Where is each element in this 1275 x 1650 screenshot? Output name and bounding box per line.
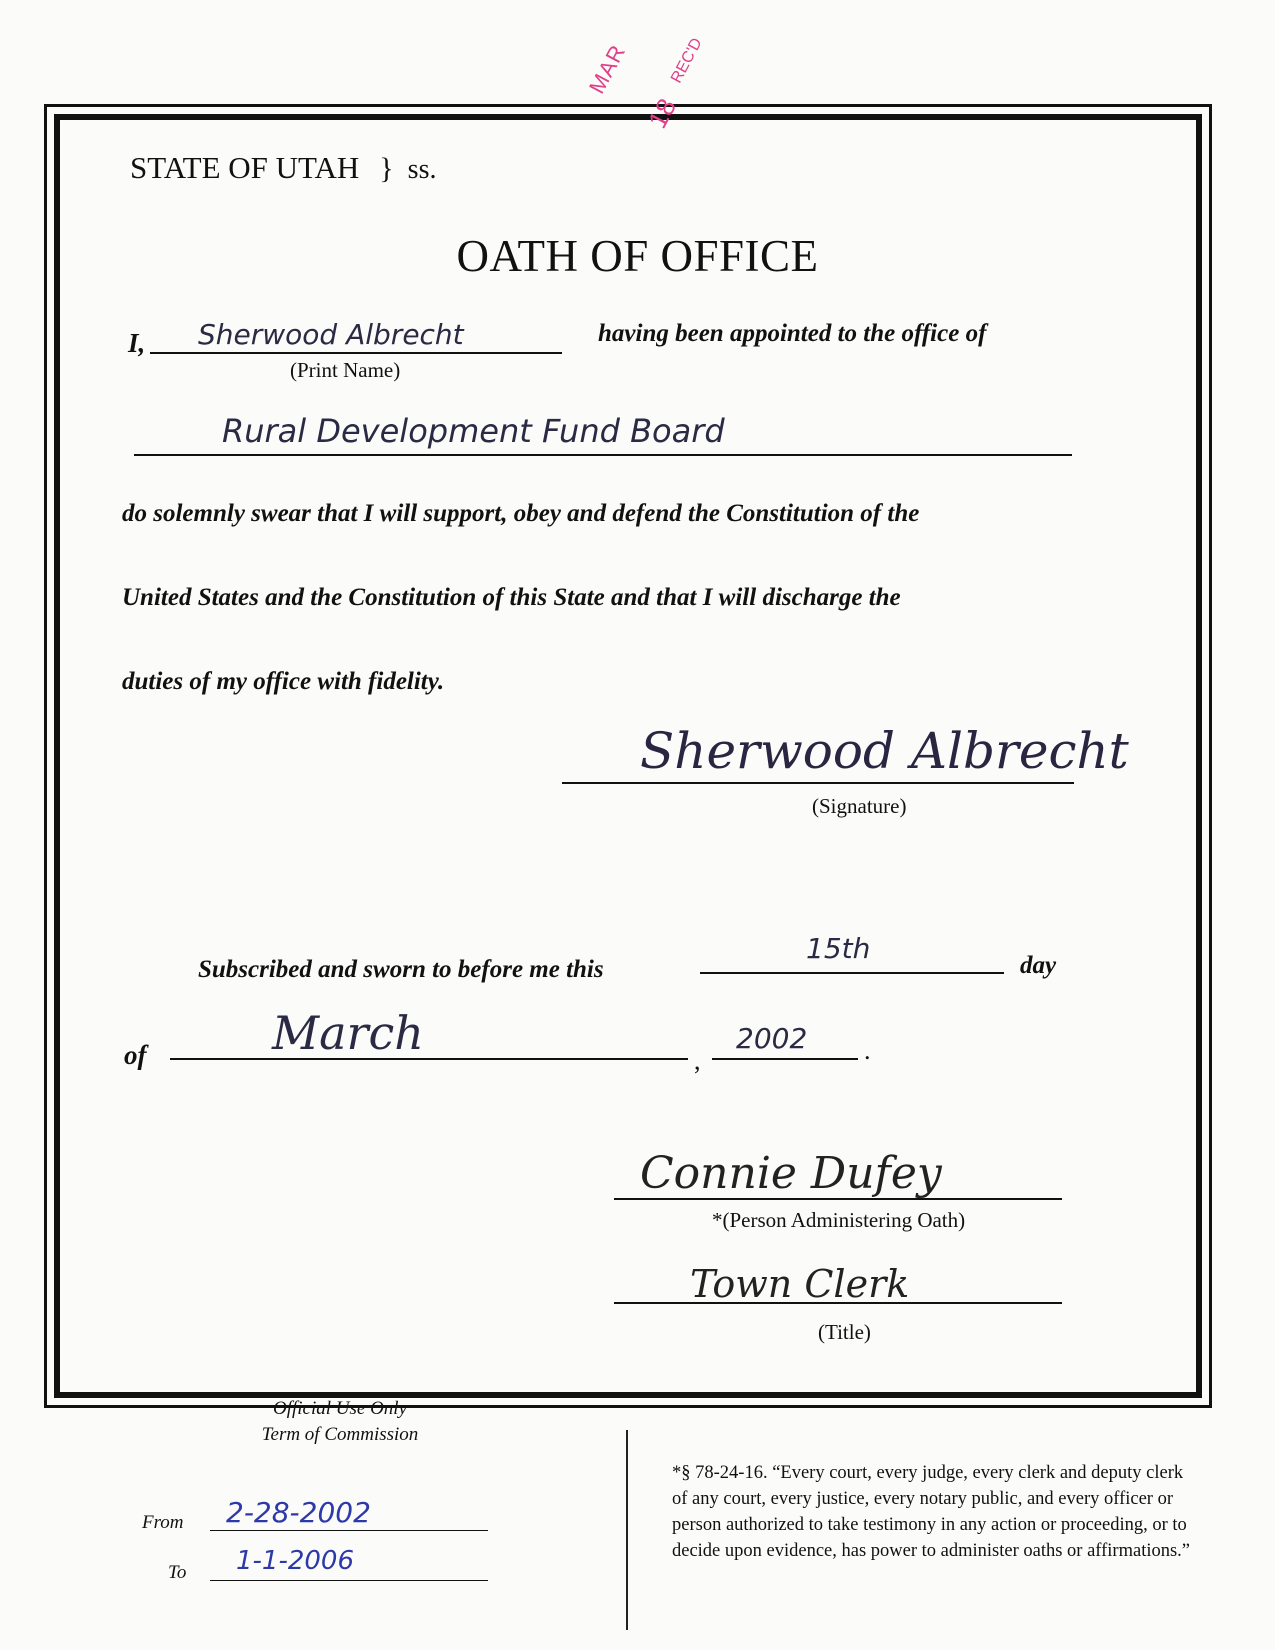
month-line [170,1058,688,1060]
administrator-signature: Connie Dufey [640,1148,942,1199]
print-name-value: Sherwood Albrecht [198,318,464,351]
received-stamp-day: 18 [641,93,683,134]
to-value: 1-1-2006 [236,1546,355,1576]
office-value: Rural Development Fund Board [222,412,725,450]
to-label: To [168,1562,187,1583]
received-stamp-month: MAR [584,40,631,98]
official-use-heading: Official Use Only [272,1398,408,1419]
signature-value: Sherwood Albrecht [640,722,1129,780]
day-word: day [1020,952,1057,979]
footer-divider [626,1430,628,1630]
to-line [210,1580,488,1581]
year-period: . [864,1036,871,1065]
sworn-lead: Subscribed and sworn to before me this [198,956,604,983]
oath-lead: I, [128,328,146,358]
state-name: STATE OF UTAH [130,150,360,185]
signature-line [562,782,1074,784]
received-stamp-label: REC'D [668,35,706,86]
from-label: From [142,1512,184,1533]
signature-caption: (Signature) [812,794,907,818]
from-value: 2-28-2002 [226,1496,371,1529]
year-line [712,1058,858,1060]
administrator-caption: *(Person Administering Oath) [712,1208,966,1232]
of-word: of [124,1040,147,1070]
oath-line-2: United States and the Constitution of this State and that I will discharge the [122,584,901,611]
day-line [700,972,1004,974]
from-line [210,1530,488,1531]
title-caption: (Title) [818,1320,871,1344]
day-value: 15th [806,932,871,965]
state-brace: } [379,152,394,185]
oath-line-1: do solemnly swear that I will support, obey and defend the Constitution of the [122,500,920,527]
page-title: OATH OF OFFICE [456,231,819,281]
title-value: Town Clerk [690,1262,910,1306]
office-line [134,454,1072,456]
appointed-text: having been appointed to the office of [598,320,987,347]
term-of-commission-heading: Term of Commission [261,1424,419,1445]
print-name-line [150,352,562,354]
statute-footnote: *§ 78-24-16. “Every court, every judge, every clerk and deputy clerk of any court, every justice, every notary public, and every officer or person authorized to take testimony in any action or proceeding, or to decide upon evidence, has power to administer oaths or affirmations.” [672,1463,1191,1561]
month-value: March [272,1006,424,1060]
month-comma: , [694,1046,701,1075]
state-ss: ss. [407,154,437,185]
state-heading [130,150,436,186]
oath-line-3: duties of my office with fidelity. [122,668,445,695]
print-name-caption: (Print Name) [290,358,401,382]
year-value: 2002 [736,1022,808,1055]
